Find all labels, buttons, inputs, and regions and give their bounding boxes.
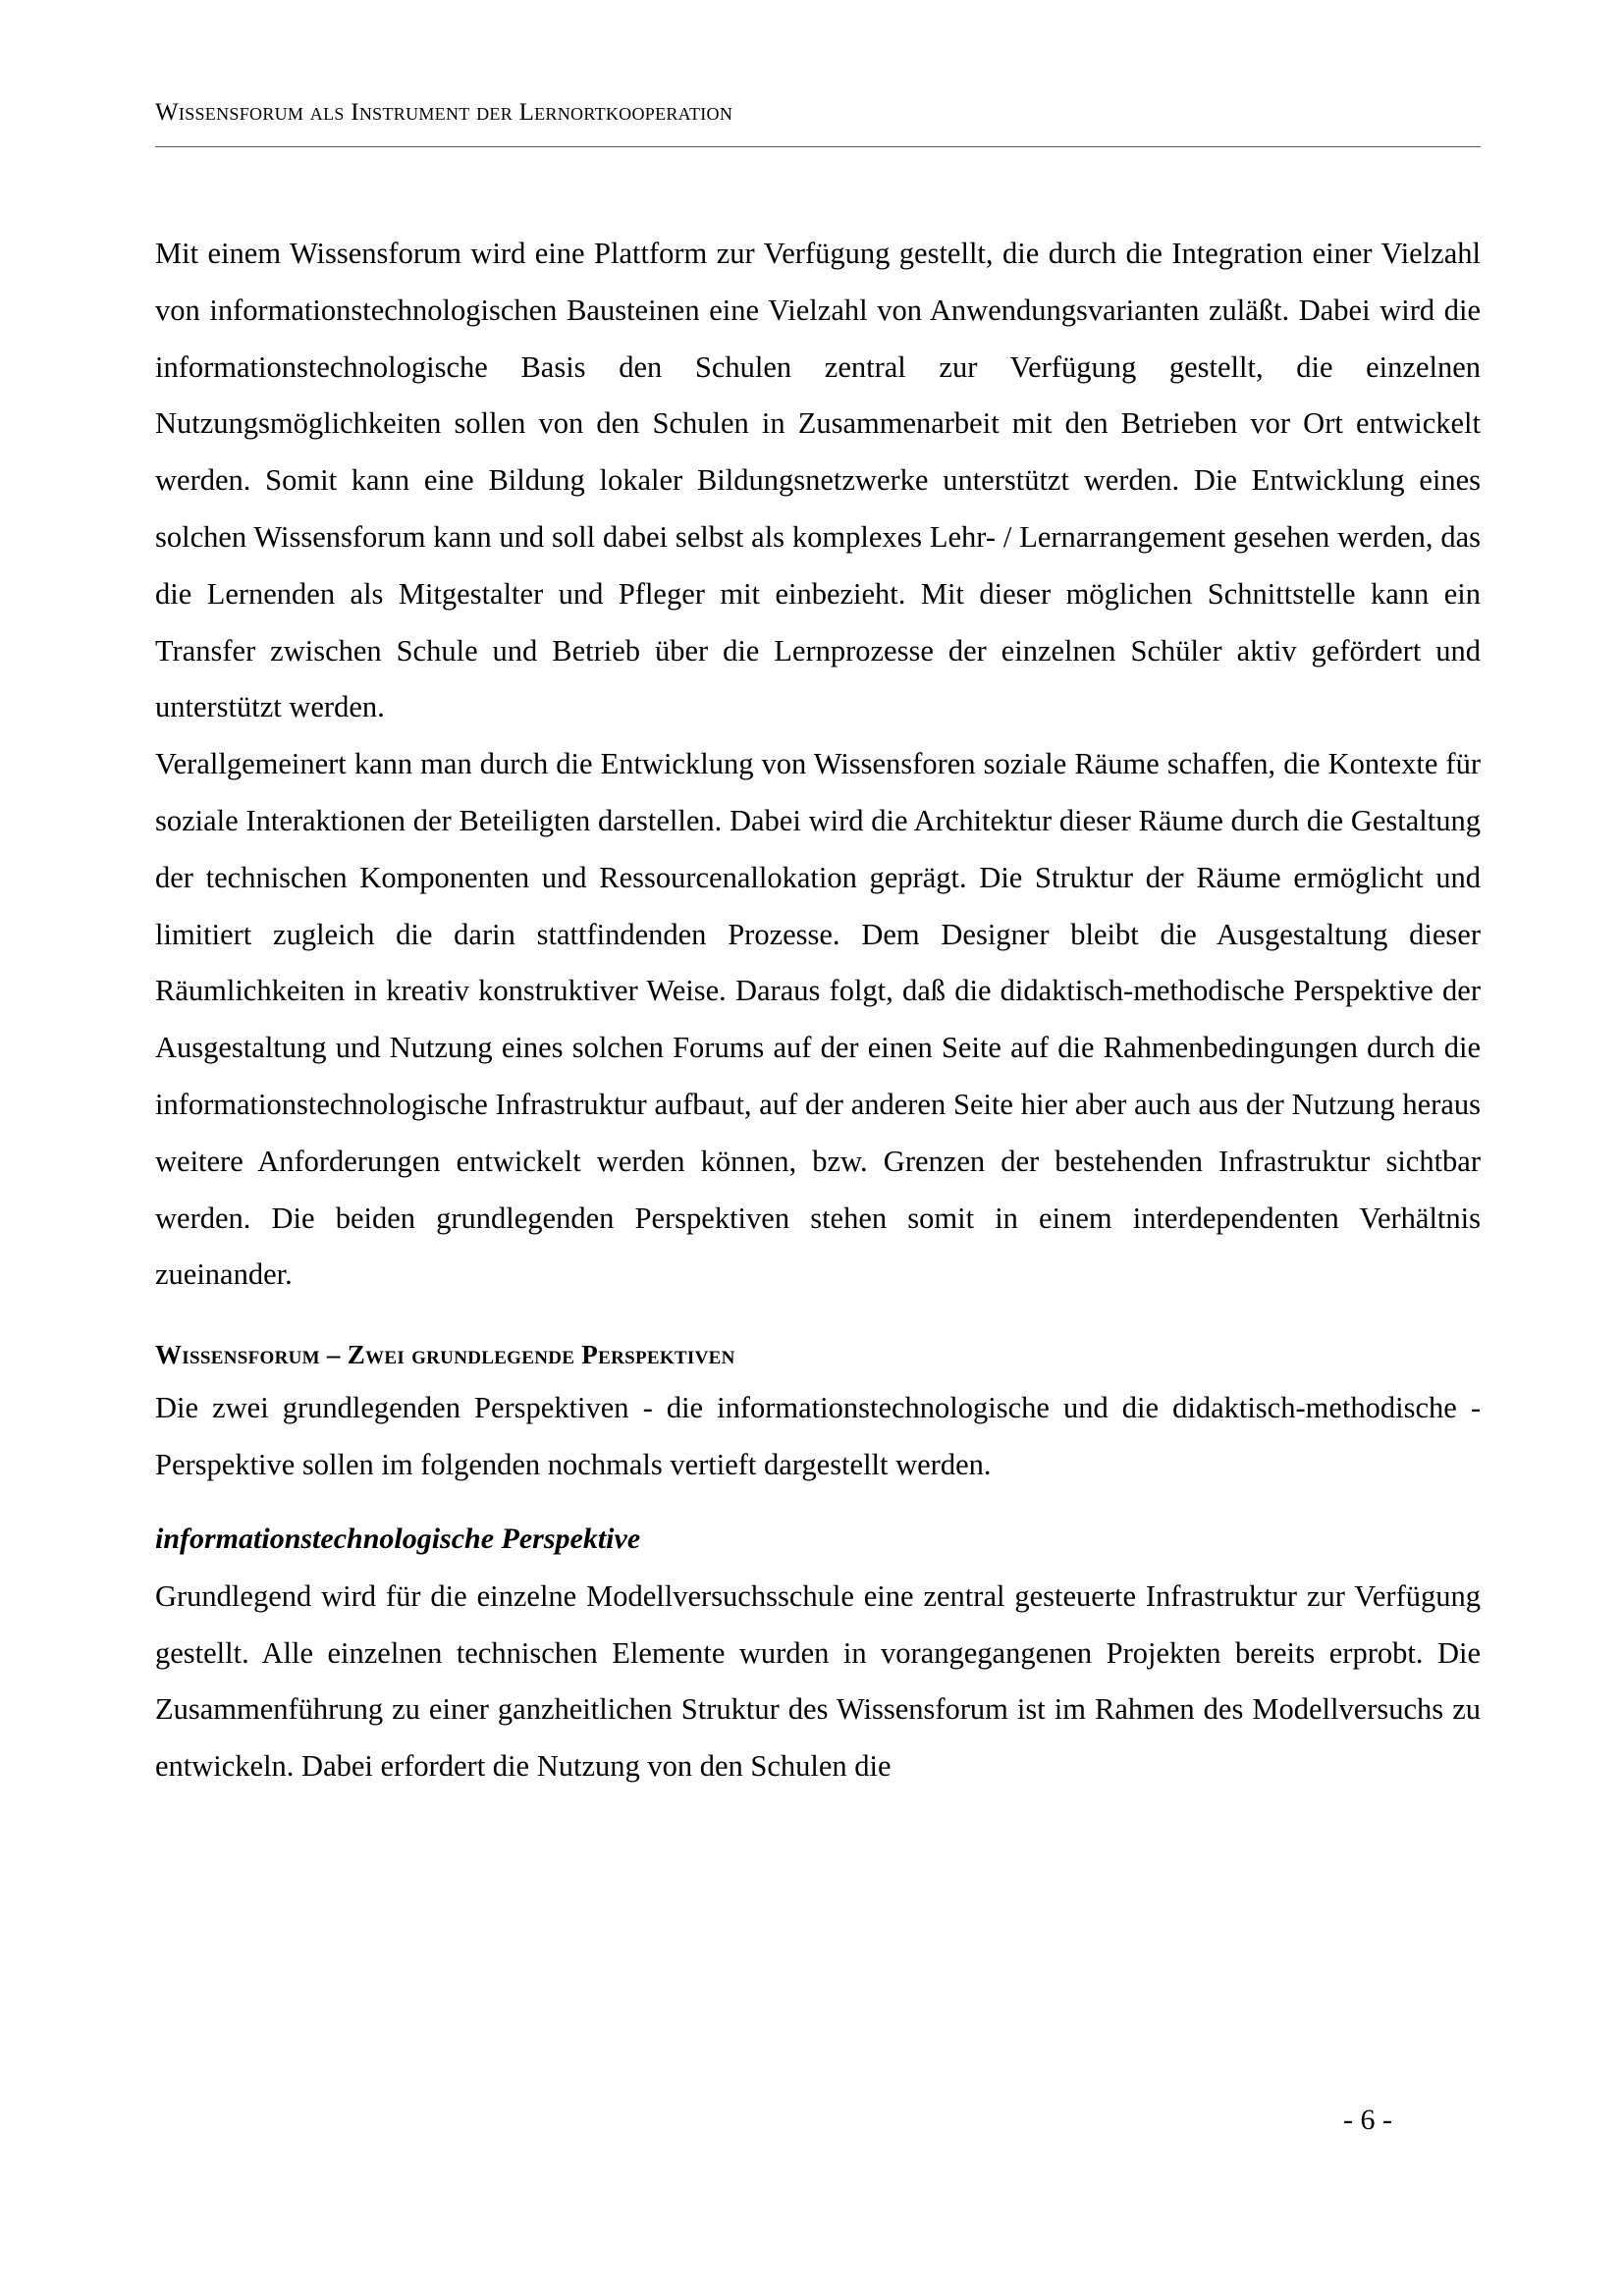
- body-text: [155, 226, 1481, 1795]
- paragraph-1: Mit einem Wissensforum wird eine Plattform zur Verfügung gestellt, die durch die Integration einer Vielzahl von informationstechnologischen Bausteinen eine Vielzahl von Anwendungsvarianten zuläßt. Dabei wird die informationstechnologische Basis den Schulen zentral zur Verfügung gestellt, die einzelnen Nutzungsmöglichkeiten sollen von den Schulen in Zusammenarbeit mit den Betrieben vor Ort entwickelt werden. Somit kann eine Bildung lokaler Bildungsnetzwerke unterstützt werden. Die Entwicklung eines solchen Wissensforum kann und soll dabei selbst als komplexes Lehr- / Lernarrangement gesehen werden, das die Lernenden als Mitgestalter und Pfleger mit einbezieht. Mit dieser möglichen Schnittstelle kann ein Transfer zwischen Schule und Betrieb über die Lernprozesse der einzelnen Schüler aktiv gefördert und unterstützt werden.: [155, 237, 1481, 724]
- paragraph-2: Verallgemeinert kann man durch die Entwicklung von Wissensforen soziale Räume schaffen, die Kontexte für soziale Interaktionen der Beteiligten darstellen. Dabei wird die Architektur dieser Räume durch die Gestaltung der technischen Komponenten und Ressourcenallokation geprägt. Die Struktur der Räume ermöglicht und limitiert zugleich die darin stattfindenden Prozesse. Dem Designer bleibt die Ausgestaltung dieser Räumlichkeiten in kreativ konstruktiver Weise. Daraus folgt, daß die didaktisch-methodische Perspektive der Ausgestaltung und Nutzung eines solchen Forums auf der einen Seite auf die Rahmenbedingungen durch die informationstechnologische Infrastruktur aufbaut, auf der anderen Seite hier aber auch aus der Nutzung heraus weitere Anforderungen entwickelt werden können, bzw. Grenzen der bestehenden Infrastruktur sichtbar werden. Die beiden grundlegenden Perspektiven stehen somit in einem interdependenten Verhältnis zueinander.: [155, 747, 1481, 1292]
- subsection-heading: informationstechnologische Perspektive: [155, 1522, 641, 1555]
- running-header: Wissensforum als Instrument der Lernortkooperation: [155, 99, 733, 126]
- paragraph-4: Grundlegend wird für die einzelne Modellversuchsschule eine zentral gesteuerte Infrastruktur zur Verfügung gestellt. Alle einzelnen technischen Elemente wurden in vorangegangenen Projekten bereits erprobt. Die Zusammenführung zu einer ganzheitlichen Struktur des Wissensforum ist im Rahmen des Modellversuchs zu entwickeln. Dabei erfordert die Nutzung von den Schulen die: [155, 1578, 1481, 1784]
- paragraph-3: Die zwei grundlegenden Perspektiven - die informationstechnologische und die didaktisch-methodische - Perspektive sollen im folgenden nochmals vertieft dargestellt werden.: [155, 1391, 1481, 1481]
- header-divider: [155, 146, 1481, 147]
- page-number: - 6 -: [1343, 2104, 1392, 2136]
- section-heading: Wissensforum – Zwei grundlegende Perspektiven: [155, 1340, 735, 1370]
